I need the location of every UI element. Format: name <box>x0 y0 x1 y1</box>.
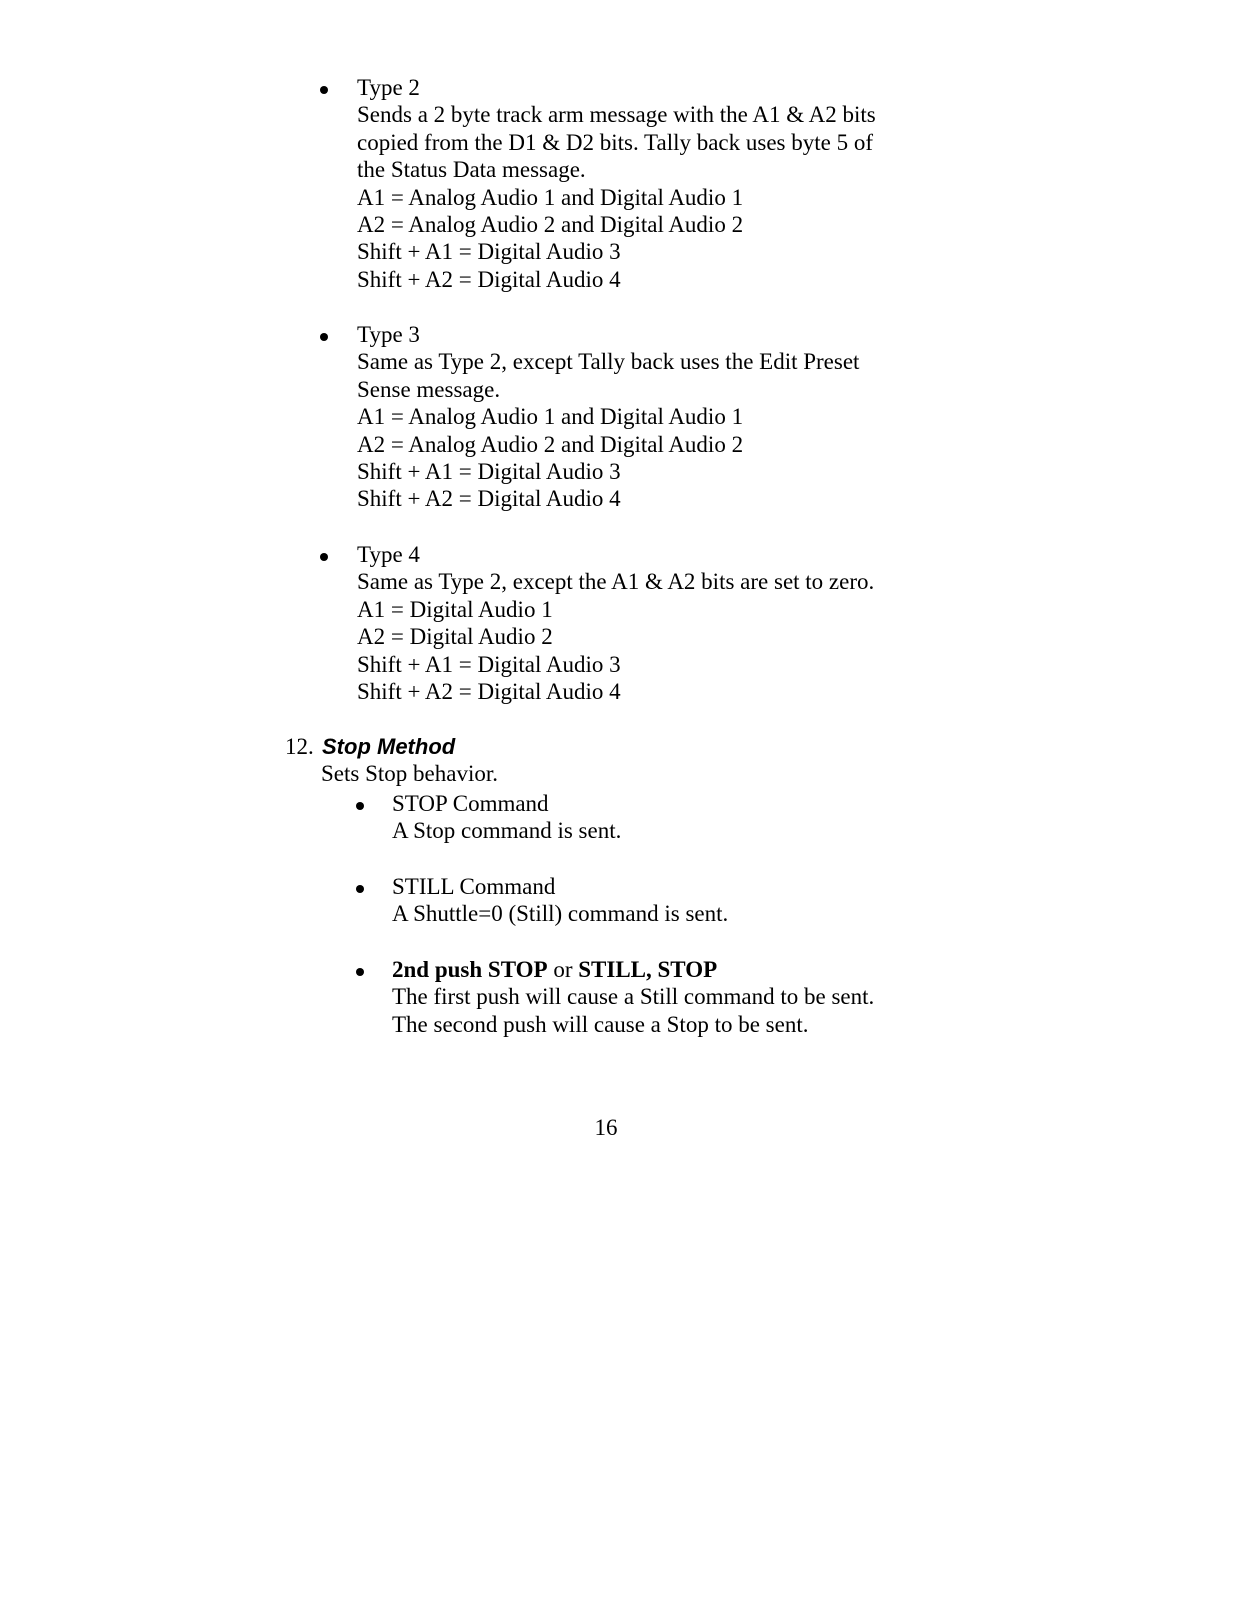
page-number: 16 <box>594 1115 618 1140</box>
list-item-type-4 <box>357 541 874 705</box>
bullet-icon <box>320 321 328 348</box>
item-heading: STOP Command <box>392 791 549 816</box>
item-line: A2 = Analog Audio 2 and Digital Audio 2 <box>357 212 744 238</box>
heading-bold-part: 2nd push STOP <box>392 957 548 982</box>
item-line: The first push will cause a Still command to be sent. <box>392 984 875 1010</box>
heading-plain-part: or <box>547 957 579 982</box>
heading-bold-part: STILL, STOP <box>578 957 718 982</box>
item-line: Sense message. <box>357 376 501 402</box>
item-line: A1 = Analog Audio 1 and Digital Audio 1 <box>357 184 744 210</box>
item-line: Same as Type 2, except the A1 & A2 bits are set to zero. <box>357 569 875 595</box>
item-heading: Type 2 <box>357 75 420 100</box>
bullet-icon <box>320 541 328 568</box>
item-line: Shift + A1 = Digital Audio 3 <box>357 651 621 677</box>
item-line: Shift + A2 = Digital Audio 4 <box>357 679 621 705</box>
item-line: A2 = Digital Audio 2 <box>357 624 553 650</box>
item-heading: Type 3 <box>357 322 420 347</box>
item-line: A Shuttle=0 (Still) command is sent. <box>392 901 729 927</box>
item-line: Shift + A2 = Digital Audio 4 <box>357 266 621 292</box>
item-line: The second push will cause a Stop to be sent. <box>392 1011 809 1037</box>
list-item-2nd-push-stop <box>392 956 874 1038</box>
item-line: the Status Data message. <box>357 157 586 183</box>
item-heading: STILL Command <box>392 874 556 899</box>
item-line: A1 = Analog Audio 1 and Digital Audio 1 <box>357 404 744 430</box>
item-line: Shift + A1 = Digital Audio 3 <box>357 239 621 265</box>
bullet-icon <box>356 956 364 983</box>
section-title: Stop Method <box>322 734 456 759</box>
section-number: 12. <box>285 734 314 759</box>
list-item-stop-command <box>392 790 621 845</box>
item-line: Same as Type 2, except Tally back uses the Edit Preset <box>357 349 860 375</box>
list-item-type-3 <box>357 321 859 513</box>
bullet-icon <box>320 74 328 101</box>
section-description: Sets Stop behavior. <box>321 761 498 786</box>
list-item-still-command <box>392 873 728 928</box>
item-line: Shift + A2 = Digital Audio 4 <box>357 486 621 512</box>
item-line: A1 = Digital Audio 1 <box>357 596 553 622</box>
list-item-type-2 <box>357 74 876 293</box>
item-heading <box>392 956 874 983</box>
item-heading: Type 4 <box>357 542 420 567</box>
item-line: A Stop command is sent. <box>392 818 622 844</box>
item-line: copied from the D1 & D2 bits. Tally back uses byte 5 of <box>357 129 874 155</box>
item-line: A2 = Analog Audio 2 and Digital Audio 2 <box>357 431 744 457</box>
bullet-icon <box>356 873 364 900</box>
item-line: Sends a 2 byte track arm message with the A1 & A2 bits <box>357 102 876 128</box>
item-line: Shift + A1 = Digital Audio 3 <box>357 459 621 485</box>
bullet-icon <box>356 790 364 817</box>
